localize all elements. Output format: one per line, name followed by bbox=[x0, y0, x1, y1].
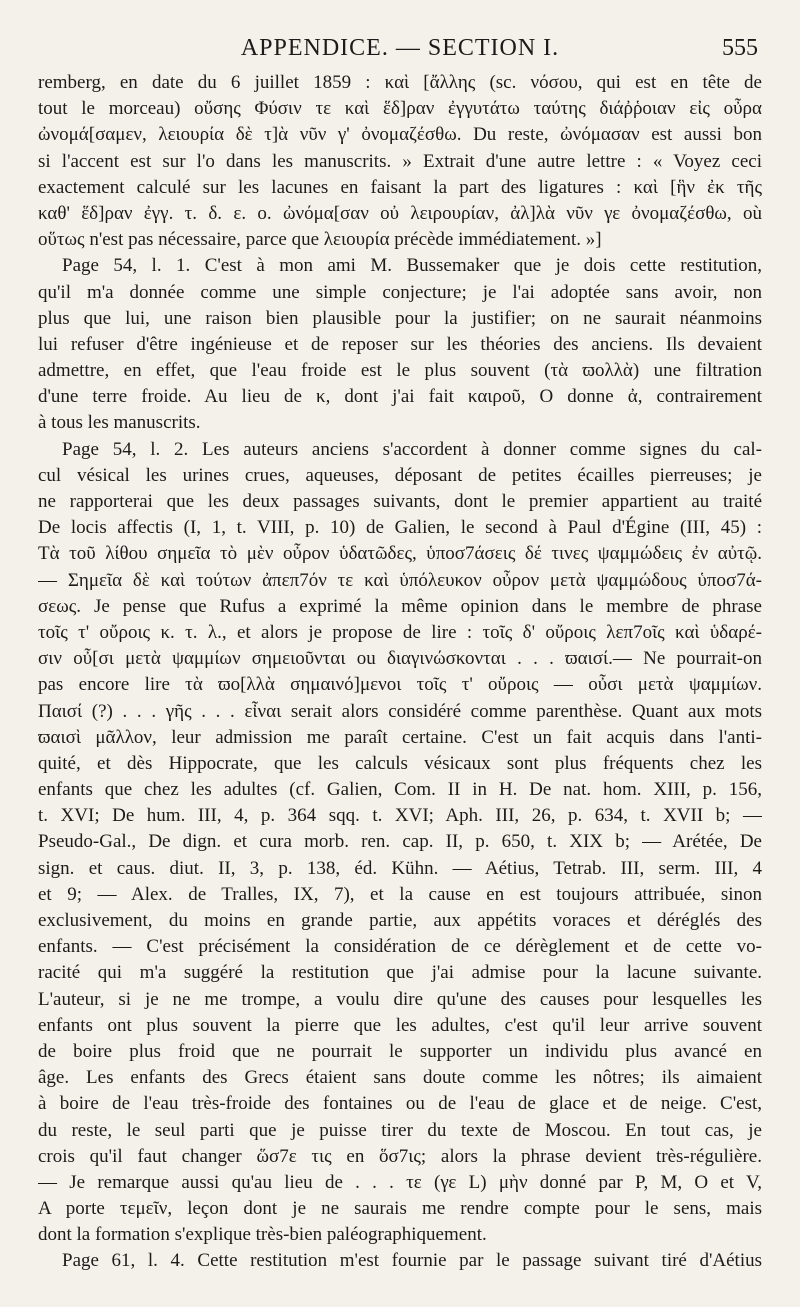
text-line: quité, et dès Hippocrate, que les calculs vésicaux sont plus fréquents chez les bbox=[38, 752, 762, 774]
text-line: à tous les manuscrits. bbox=[38, 412, 201, 434]
text-line: plus que lui, une raison bien plausible pour la justifier; on ne saurait néanmoins bbox=[38, 307, 762, 329]
text-line: enfants que chez les adultes (cf. Galien, Com. II in H. De nat. hom. XIII, p. 156, bbox=[38, 779, 762, 801]
text-line: L'auteur, si je ne me trompe, a voulu dire qu'une des causes pour lesquelles les bbox=[38, 988, 762, 1010]
text-line: ὠνομά[σαμεν, λειουρία δὲ τ]ὰ νῦν γ' ὀνομαζέσθω. Du reste, ὠνόμασαν est aussi bon bbox=[38, 124, 762, 146]
text-line: âge. Les enfants des Grecs étaient sans doute comme les nôtres; ils aimaient bbox=[38, 1067, 762, 1089]
text-line: lui refuser d'être ingénieuse et de reposer sur les théories des anciens. Ils devaient bbox=[38, 333, 762, 355]
text-line: Page 54, l. 2. Les auteurs anciens s'accordent à donner comme signes du cal- bbox=[62, 438, 762, 460]
text-line: qu'il m'a donnée comme une simple conjecture; je l'ai adoptée sans avoir, non bbox=[38, 281, 762, 303]
running-title: APPENDICE. — SECTION I. bbox=[240, 35, 560, 61]
text-line: de boire plus froid que ne pourrait le supporter un individu plus avancé en bbox=[38, 1040, 762, 1062]
text-line: d'une terre froide. Au lieu de κ, dont j'ai fait καιροῦ, O donne ἀ, contrairement bbox=[38, 386, 762, 408]
text-line: Pseudo-Gal., De dign. et cura morb. ren. cap. II, p. 650, t. XIX b; — Arétée, De bbox=[38, 831, 762, 853]
text-line: du reste, le seul parti que je puisse tirer du texte de Moscou. En tout cas, je bbox=[38, 1119, 762, 1141]
text-line: remberg, en date du 6 juillet 1859 : καὶ [ἄλλης (sc. νόσου, qui est en tête de bbox=[38, 72, 762, 93]
text-line: exclusivement, du moins en grande partie, aux appétits voraces et déréglés des bbox=[38, 910, 762, 931]
text-line: A porte τεμεῖν, leçon dont je ne saurais me rendre compte pour le sens, mais bbox=[38, 1198, 762, 1220]
text-line: σεως. Je pense que Rufus a exprimé la même opinion dans le membre de phrase bbox=[38, 595, 762, 617]
page-number: 555 bbox=[722, 35, 758, 61]
text-line: οὕτως n'est pas nécessaire, parce que λειουρία précède immédiatement. »] bbox=[38, 229, 602, 251]
text-line: τοῖς τ' οὔροις κ. τ. λ., et alors je propose de lire : τοῖς δ' οὔροις λεπ7οῖς καὶ ὑδαρέ- bbox=[38, 621, 762, 643]
text-line: ϖαισὶ μᾶλλον, leur admission me paraît certaine. C'est un fait acquis dans l'anti- bbox=[38, 726, 762, 748]
text-line: crois qu'il faut changer ὥσ7ε τις en ὅσ7ις; alors la phrase devient très-régulière. bbox=[38, 1145, 762, 1167]
text-line: — Σημεῖα δὲ καὶ τούτων ἀπεπ7όν τε καὶ ὑπόλευκον οὖρον μετὰ ψαμμώδους ὑποσ7ά- bbox=[38, 569, 762, 591]
text-line: καθ' ἕδ]ραν ἐγγ. τ. δ. ε. ο. ὠνόμα[σαν οὐ λειρουρίαν, ἀλ]λὰ νῦν γε ὀνομαζέσθω, où bbox=[38, 202, 762, 224]
text-line: — Je remarque aussi qu'au lieu de . . . τε (γε L) μὴν donné par P, M, O et V, bbox=[38, 1171, 762, 1193]
text-line: σιν οὖ[σι μετὰ ψαμμίων σημειοῦνται ou διαγινώσκονται . . . ϖαισί.— Ne pourrait-on bbox=[38, 648, 762, 670]
text-line: cul vésical les urines crues, aqueuses, déposant de petites écailles pierreuses; je bbox=[38, 464, 762, 486]
text-line: Παισί (?) . . . γῆς . . . εἶναι serait alors considéré comme parenthèse. Quant aux mots bbox=[38, 700, 762, 722]
text-line: De locis affectis (I, 1, t. VIII, p. 10) de Galien, le second à Paul d'Égine (III, 45) : bbox=[38, 517, 762, 539]
text-line: et 9; — Alex. de Tralles, IX, 7), et la cause en est toujours attribuée, sinon bbox=[38, 883, 762, 905]
text-line: ne rapporterai que les deux passages suivants, dont le premier appartient au traité bbox=[38, 491, 762, 512]
body-text bbox=[38, 70, 762, 1275]
text-line: sign. et caus. diut. II, 3, p. 138, éd. Kühn. — Aétius, Tetrab. III, serm. III, 4 bbox=[38, 857, 762, 879]
text-line: tout le morceau) οὔσης Φύσιν τε καὶ ἕδ]ραν ἐγγυτάτω ταύτης διάῤῥοιαν εἰς οὖρα bbox=[38, 98, 762, 120]
text-line: admettre, en effet, que l'eau froide est le plus souvent (τὰ ϖολλὰ) une filtration bbox=[38, 360, 762, 382]
text-line: Page 54, l. 1. C'est à mon ami M. Bussemaker que je dois cette restitution, bbox=[62, 255, 762, 277]
running-header bbox=[38, 26, 762, 70]
text-line: t. XVI; De hum. III, 4, p. 364 sqq. t. XVI; Aph. III, 26, p. 634, t. XVII b; — bbox=[38, 805, 762, 827]
text-line: Page 61, l. 4. Cette restitution m'est fournie par le passage suivant tiré d'Aétius bbox=[62, 1250, 762, 1272]
text-line: si l'accent est sur l'o dans les manuscrits. » Extrait d'une autre lettre : « Voyez ceci bbox=[38, 150, 762, 172]
text-line: pas encore lire τὰ ϖο[λλὰ σημαινό]μενοι τοῖς τ' οὔροις — οὖσι μετὰ ψαμμίων. bbox=[38, 674, 762, 696]
text-line: enfants. — C'est précisément la considération de ce dérèglement et de cette vo- bbox=[38, 936, 762, 958]
text-line: à boire de l'eau très-froide des fontaines ou de l'eau de glace et de neige. C'est, bbox=[38, 1093, 762, 1115]
text-line: exactement calculé sur les lacunes en faisant la part des ligatures : καὶ [ἣν ἐκ τῆς bbox=[38, 176, 762, 198]
text-line: dont la formation s'explique très-bien paléographiquement. bbox=[38, 1224, 487, 1246]
text-line: Τὰ τοῦ λίθου σημεῖα τὸ μὲν οὖρον ὑδατῶδες, ὑποσ7άσεις δέ τινες ψαμμώδεις ἐν αὐτῷ. bbox=[38, 543, 762, 565]
text-line: enfants ont plus souvent la pierre que les adultes, c'est qu'il leur arrive souvent bbox=[38, 1014, 762, 1036]
text-line: racité qui m'a suggéré la restitution que j'ai admise pour la lacune suivante. bbox=[38, 962, 762, 984]
